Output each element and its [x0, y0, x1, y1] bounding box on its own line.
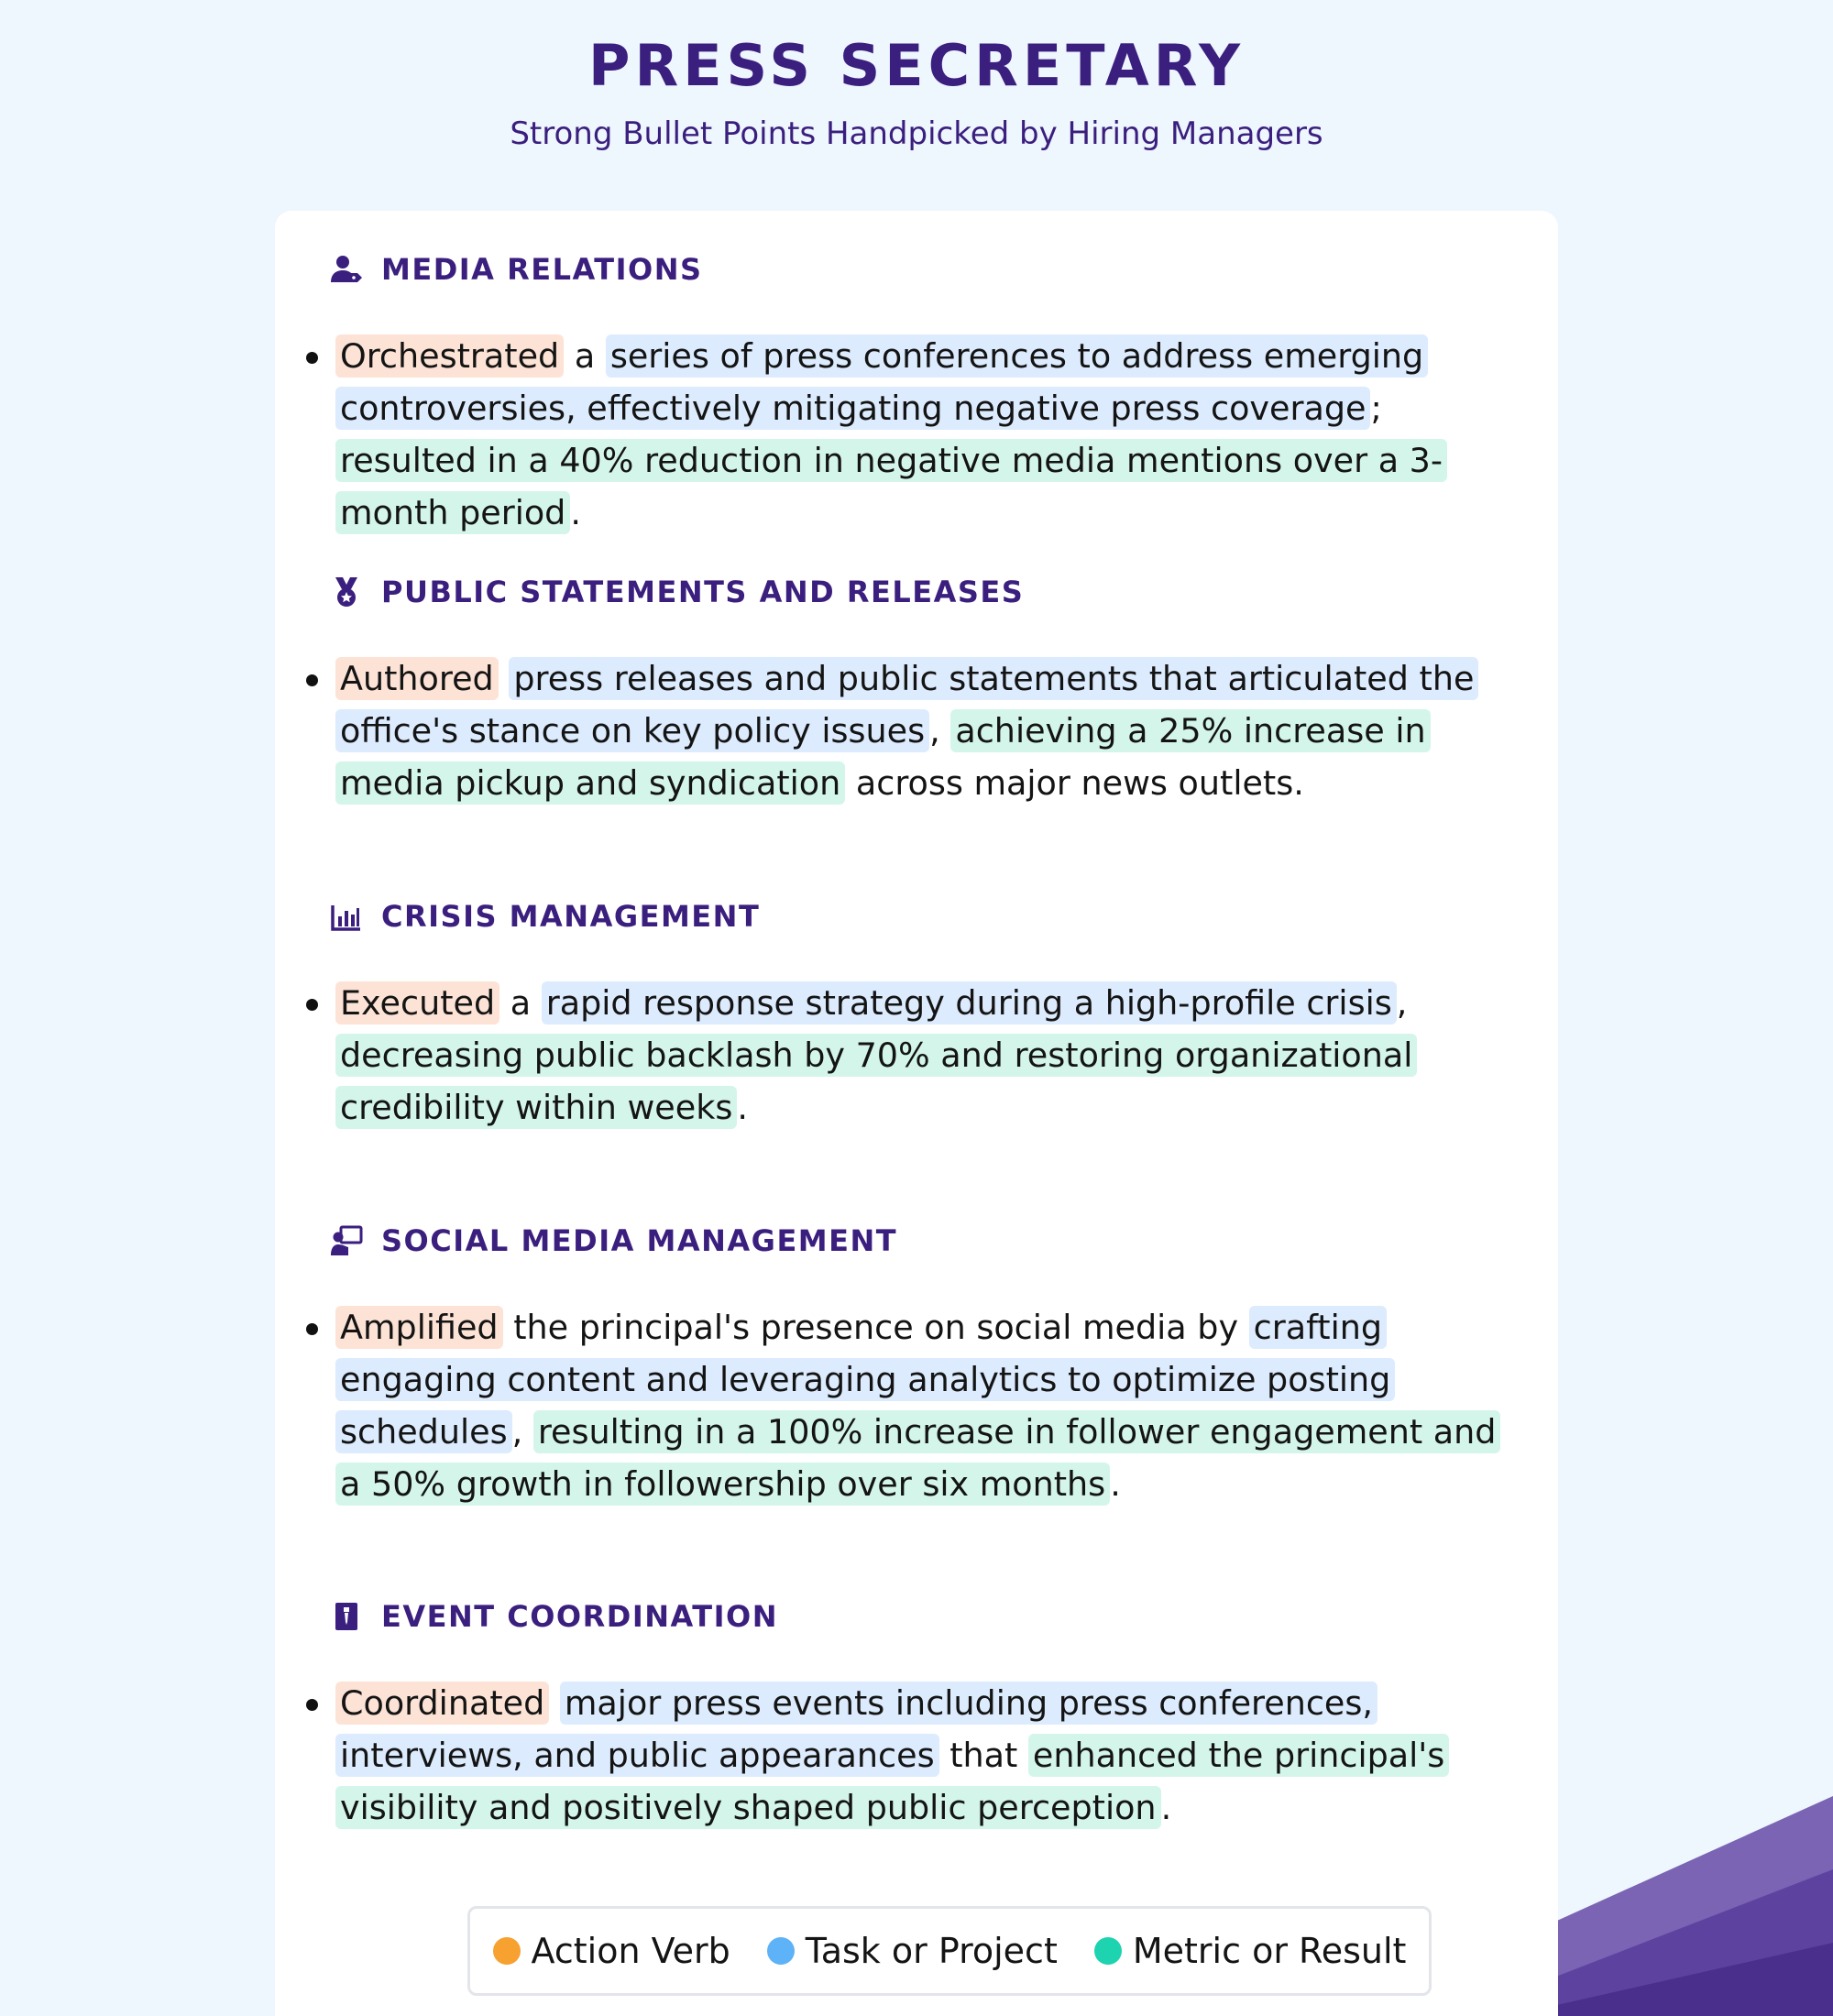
metric-phrase: enhanced the principal's visibility and positively shaped public perception: [335, 1734, 1449, 1829]
action-verb: Orchestrated: [335, 334, 564, 378]
bullet-text: [335, 1677, 1520, 1834]
section-header: [328, 1594, 1520, 1638]
bullet-item: [328, 330, 1520, 539]
section-header: [328, 1219, 1520, 1263]
metric-phrase: decreasing public backlash by 70% and restoring organizational credibility within weeks: [335, 1034, 1417, 1129]
teal-dot-icon: [1094, 1937, 1122, 1965]
highlight-legend: [467, 1906, 1432, 1996]
decorative-corner-shape: [1549, 1796, 1833, 2016]
trailing-text: .: [1160, 1788, 1172, 1827]
task-phrase: press releases and public statements that articulated the office's stance on key policy issues: [335, 657, 1478, 752]
section-social-media: [328, 1219, 1520, 1510]
connector-text: ,: [1396, 983, 1408, 1023]
bullet-card: [275, 211, 1558, 2016]
connector-text: that: [938, 1736, 1028, 1775]
action-verb: Coordinated: [335, 1682, 549, 1725]
trailing-text: .: [570, 493, 581, 532]
connector-text: a: [564, 336, 606, 376]
bullet-item: [328, 1677, 1520, 1834]
trailing-text: across major news outlets.: [845, 763, 1304, 803]
connector-text: ,: [511, 1412, 533, 1452]
connector-text: ;: [1370, 389, 1382, 428]
section-header: [328, 894, 1520, 938]
bullet-text: [335, 330, 1520, 539]
legend-item-task: [767, 1931, 1058, 1971]
bullet-item: [328, 652, 1520, 809]
connector-text: a: [499, 983, 542, 1023]
bullet-text: [335, 652, 1520, 809]
section-title: SOCIAL MEDIA MANAGEMENT: [381, 1223, 898, 1258]
section-header: [328, 570, 1520, 614]
section-public-statements: [328, 570, 1520, 809]
presenter-icon: [328, 1222, 365, 1259]
blue-dot-icon: [767, 1937, 795, 1965]
bullet-dot: [306, 352, 318, 364]
metric-phrase: resulted in a 40% reduction in negative media mentions over a 3-month period: [335, 439, 1447, 534]
section-title: CRISIS MANAGEMENT: [381, 899, 761, 934]
metric-phrase: achieving a 25% increase in media pickup and syndication: [335, 709, 1431, 805]
legend-item-metric: [1094, 1931, 1407, 1971]
bullet-dot: [306, 1323, 318, 1335]
legend-label: Task or Project: [805, 1931, 1058, 1971]
bullet-dot: [306, 674, 318, 686]
action-verb: Authored: [335, 657, 499, 700]
bullet-dot: [306, 1699, 318, 1711]
trailing-text: .: [737, 1088, 748, 1127]
bullet-dot: [306, 999, 318, 1011]
section-media-relations: [328, 247, 1520, 539]
section-title: EVENT COORDINATION: [381, 1599, 779, 1634]
legend-item-action-verb: [493, 1931, 730, 1971]
connector-text: the principal's presence on social media by: [502, 1308, 1249, 1347]
action-verb: Executed: [335, 981, 499, 1024]
legend-label: Action Verb: [531, 1931, 730, 1971]
legend-label: Metric or Result: [1132, 1931, 1407, 1971]
connector-text: [499, 659, 510, 698]
task-phrase: major press events including press conferences, interviews, and public appearances: [335, 1682, 1377, 1777]
bar-chart-icon: [328, 898, 365, 935]
bullet-text: [335, 1301, 1520, 1510]
section-title: MEDIA RELATIONS: [381, 252, 703, 287]
action-verb: Amplified: [335, 1306, 503, 1349]
section-event-coordination: [328, 1594, 1520, 1834]
task-phrase: rapid response strategy during a high-profile crisis: [542, 981, 1397, 1024]
bullet-text: [335, 977, 1520, 1134]
task-phrase: crafting engaging content and leveraging analytics to optimize posting schedules: [335, 1306, 1395, 1453]
connector-text: [549, 1683, 560, 1723]
page-title: PRESS SECRETARY: [588, 32, 1245, 99]
connector-text: ,: [929, 711, 951, 751]
section-header: [328, 247, 1520, 291]
page-header: [0, 29, 1833, 154]
bullet-item: [328, 1301, 1520, 1510]
id-badge-icon: [328, 1598, 365, 1635]
metric-phrase: resulting in a 100% increase in follower engagement and a 50% growth in followership over six months: [335, 1410, 1500, 1506]
task-phrase: series of press conferences to address emerging controversies, effectively mitigating negative press coverage: [335, 334, 1428, 430]
trailing-text: .: [1110, 1464, 1121, 1504]
section-crisis-management: [328, 894, 1520, 1134]
bullet-item: [328, 977, 1520, 1134]
orange-dot-icon: [493, 1937, 521, 1965]
medal-icon: [328, 574, 365, 610]
page-subtitle: Strong Bullet Points Handpicked by Hiring Managers: [510, 115, 1323, 152]
section-title: PUBLIC STATEMENTS AND RELEASES: [381, 575, 1025, 609]
user-tag-icon: [328, 251, 365, 288]
